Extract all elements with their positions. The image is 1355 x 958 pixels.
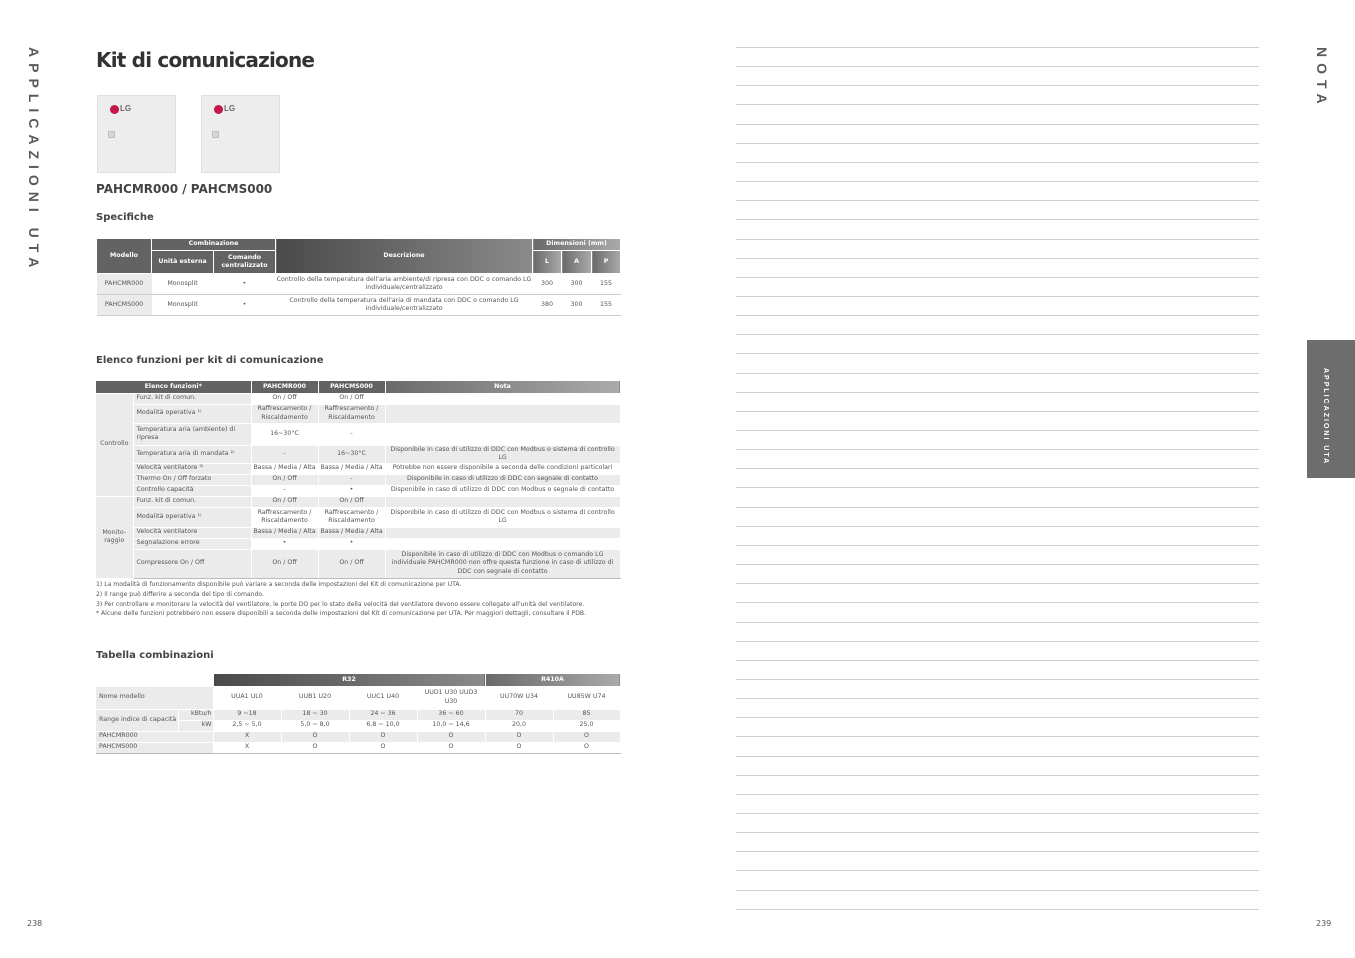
spec-p: 155 xyxy=(592,274,621,295)
func-s: • xyxy=(318,538,385,549)
spec-unit: Monosplit xyxy=(152,295,214,316)
spec-header-desc: Descrizione xyxy=(276,239,533,274)
func-header-s: PAHCMS000 xyxy=(318,381,385,393)
spec-header-dim: Dimensioni (mm) xyxy=(533,239,621,251)
spec-cmd: • xyxy=(214,295,276,316)
note-line xyxy=(736,641,1259,642)
status-led-icon xyxy=(108,131,115,138)
footnotes xyxy=(96,580,636,619)
comb-header-r32: R32 xyxy=(213,674,485,686)
func-nota: Disponibile in caso di utilizzo di DDC con Modbus o sistema di controllo LG xyxy=(385,445,620,463)
note-line xyxy=(736,258,1259,259)
func-nota xyxy=(385,496,620,507)
note-line xyxy=(736,411,1259,412)
comb-header-r410a: R410A xyxy=(485,674,620,686)
func-name: Velocità ventilatore ³⁾ xyxy=(133,463,251,474)
func-group-control: Controllo xyxy=(96,393,133,496)
note-line xyxy=(736,487,1259,488)
func-name: Temperatura aria di mandata ²⁾ xyxy=(133,445,251,463)
func-nota xyxy=(385,423,620,445)
func-s: On / Off xyxy=(318,549,385,578)
lg-logo-icon xyxy=(110,105,119,114)
comb-label-s: PAHCMS000 xyxy=(96,742,213,753)
chapter-tab[interactable] xyxy=(1307,340,1355,478)
comb-btu: 36 ~ 60 xyxy=(417,709,485,720)
comb-s: X xyxy=(213,742,281,753)
page-title: Kit di comunicazione xyxy=(96,48,315,72)
table-row xyxy=(96,527,620,538)
model-title: PAHCMR000 / PAHCMS000 xyxy=(96,182,273,196)
func-nota: Disponibile in caso di utilizzo di DDC con segnale di contatto xyxy=(385,474,620,485)
note-line xyxy=(736,813,1259,814)
spec-l: 380 xyxy=(533,295,562,316)
spec-header-unit: Unità esterna xyxy=(152,251,214,274)
page-number-right: 239 xyxy=(1316,919,1332,928)
func-name: Compressore On / Off xyxy=(133,549,251,578)
func-nota xyxy=(385,393,620,404)
note-line xyxy=(736,353,1259,354)
func-name: Funz. kit di comun. xyxy=(133,393,251,404)
table-row xyxy=(96,686,620,709)
func-name: Modalità operativa ¹⁾ xyxy=(133,404,251,423)
table-row xyxy=(96,423,620,445)
note-lines xyxy=(736,47,1259,917)
note-line xyxy=(736,162,1259,163)
func-r: Bassa / Media / Alta xyxy=(251,527,318,538)
func-s: 16~30°C xyxy=(318,445,385,463)
func-r: Bassa / Media / Alta xyxy=(251,463,318,474)
footnote: 2) Il range può differire a seconda del tipo di comando. xyxy=(96,590,264,598)
note-line xyxy=(736,104,1259,105)
comb-kw: 6,8 ~ 10,0 xyxy=(349,720,417,731)
note-line xyxy=(736,373,1259,374)
note-line xyxy=(736,143,1259,144)
comb-label-r: PAHCMR000 xyxy=(96,731,213,742)
footnote: 1) La modalità di funzionamento disponibile può variare a seconda delle impostazioni del Kit di comunicazione per UTA. xyxy=(96,581,462,588)
comb-model: UU85W U74 xyxy=(553,686,620,709)
func-nota: Disponibile in caso di utilizzo di DDC con Modbus o segnale di contatto xyxy=(385,485,620,496)
table-row xyxy=(96,474,620,485)
func-nota xyxy=(385,538,620,549)
note-line xyxy=(736,315,1259,316)
product-image-pahcmr000 xyxy=(97,95,176,173)
note-line xyxy=(736,832,1259,833)
note-line xyxy=(736,775,1259,776)
note-line xyxy=(736,66,1259,67)
side-section-label: APPLICAZIONI UTA xyxy=(26,47,42,274)
func-header-list: Elenco funzioni* xyxy=(96,381,251,393)
table-row xyxy=(97,274,621,295)
func-r: Raffrescamento / Riscaldamento xyxy=(251,404,318,423)
func-nota xyxy=(385,527,620,538)
comb-kw: 5,0 ~ 8,0 xyxy=(281,720,349,731)
func-r: On / Off xyxy=(251,549,318,578)
func-r: On / Off xyxy=(251,474,318,485)
note-line xyxy=(736,660,1259,661)
table-row xyxy=(96,742,620,753)
note-line xyxy=(736,124,1259,125)
spec-unit: Monosplit xyxy=(152,274,214,295)
comb-btu: 18 ~ 30 xyxy=(281,709,349,720)
note-line xyxy=(736,622,1259,623)
comb-model: UUA1 UL0 xyxy=(213,686,281,709)
func-name: Controllo capacità xyxy=(133,485,251,496)
note-line xyxy=(736,181,1259,182)
note-line xyxy=(736,583,1259,584)
spec-header-cmd: Comando centralizzato xyxy=(214,251,276,274)
note-line xyxy=(736,200,1259,201)
func-header-r: PAHCMR000 xyxy=(251,381,318,393)
spec-model: PAHCMS000 xyxy=(97,295,152,316)
note-line xyxy=(736,602,1259,603)
func-s: Bassa / Media / Alta xyxy=(318,463,385,474)
func-name: Thermo On / Off forzato xyxy=(133,474,251,485)
func-s: • xyxy=(318,485,385,496)
status-led-icon xyxy=(212,131,219,138)
comb-r: O xyxy=(281,731,349,742)
note-line xyxy=(736,717,1259,718)
footnote: * Alcune delle funzioni potrebbero non essere disponibili a seconda delle impostazioni del Kit di comunicazione per UTA. Per maggiori dettagli, consultare il PDB. xyxy=(96,610,587,618)
spec-header-p: P xyxy=(592,251,621,274)
func-name: Temperatura aria (ambiente) di ripresa xyxy=(133,423,251,445)
comb-model: UUC1 U40 xyxy=(349,686,417,709)
note-line xyxy=(736,239,1259,240)
table-row xyxy=(96,709,620,720)
spec-heading: Specifiche xyxy=(96,212,154,223)
comb-btu: 24 ~ 36 xyxy=(349,709,417,720)
comb-label-model: Nome modello xyxy=(96,686,213,709)
note-line xyxy=(736,85,1259,86)
func-group-monitor: Monito-raggio xyxy=(96,496,133,578)
comb-model: UUD1 U30 UUD3 U30 xyxy=(417,686,485,709)
func-r: On / Off xyxy=(251,393,318,404)
func-nota xyxy=(385,404,620,423)
note-line xyxy=(736,545,1259,546)
comb-r: O xyxy=(485,731,553,742)
comb-s: O xyxy=(417,742,485,753)
note-line xyxy=(736,392,1259,393)
table-row xyxy=(96,507,620,527)
note-line xyxy=(736,430,1259,431)
note-line xyxy=(736,909,1259,910)
comb-s: O xyxy=(553,742,620,753)
note-line xyxy=(736,468,1259,469)
note-line xyxy=(736,794,1259,795)
note-line xyxy=(736,756,1259,757)
func-r: Raffrescamento / Riscaldamento xyxy=(251,507,318,527)
lg-logo-text: LG xyxy=(120,104,132,113)
note-line xyxy=(736,736,1259,737)
func-s: On / Off xyxy=(318,496,385,507)
func-nota: Disponibile in caso di utilizzo di DDC con Modbus o comando LG individuale PAHCMR000 non offre questa funzione in caso di utilizzo di DDC con segnale di contatto xyxy=(385,549,620,578)
table-row xyxy=(96,393,620,404)
func-s: - xyxy=(318,423,385,445)
spec-desc: Controllo della temperatura dell'aria ambiente/di ripresa con DDC o comando LG individuale/centralizzato xyxy=(276,274,533,295)
note-line xyxy=(736,564,1259,565)
side-note-label: NOTA xyxy=(1314,47,1330,110)
page-number-left: 238 xyxy=(27,919,43,928)
comb-kw: 2,5 ~ 5,0 xyxy=(213,720,281,731)
note-line xyxy=(736,851,1259,852)
comb-s: O xyxy=(485,742,553,753)
func-nota: Potrebbe non essere disponibile a seconda delle condizioni particolari xyxy=(385,463,620,474)
table-row xyxy=(96,496,620,507)
func-s: On / Off xyxy=(318,393,385,404)
func-header-nota: Nota xyxy=(385,381,620,393)
comb-heading: Tabella combinazioni xyxy=(96,650,214,661)
spec-l: 300 xyxy=(533,274,562,295)
func-heading: Elenco funzioni per kit di comunicazione xyxy=(96,355,324,366)
note-line xyxy=(736,507,1259,508)
comb-kw: 25,0 xyxy=(553,720,620,731)
spec-header-l: L xyxy=(533,251,562,274)
note-line xyxy=(736,334,1259,335)
func-name: Modalità operativa ¹⁾ xyxy=(133,507,251,527)
comb-r: O xyxy=(553,731,620,742)
footnote: 3) Per controllare e monitorare la velocità del ventilatore, le porte DO per lo stato della velocità del ventilatore devono essere collegate all'unità del ventilatore. xyxy=(96,600,585,608)
comb-s: O xyxy=(281,742,349,753)
table-row xyxy=(96,731,620,742)
comb-header-blank xyxy=(96,674,213,686)
comb-label-range: Range indice di capacità xyxy=(96,709,178,731)
spec-desc: Controllo della temperatura dell'aria di mandata con DDC o comando LG individuale/centralizzato xyxy=(276,295,533,316)
table-row xyxy=(96,463,620,474)
func-r: On / Off xyxy=(251,496,318,507)
note-line xyxy=(736,219,1259,220)
spec-a: 300 xyxy=(562,274,592,295)
product-image-pahcms000 xyxy=(201,95,280,173)
comb-r: O xyxy=(349,731,417,742)
comb-model: UU70W U34 xyxy=(485,686,553,709)
note-line xyxy=(736,277,1259,278)
comb-btu: 85 xyxy=(553,709,620,720)
note-line xyxy=(736,47,1259,48)
table-row xyxy=(96,445,620,463)
func-name: Segnalazione errore xyxy=(133,538,251,549)
spec-header-comb: Combinazione xyxy=(152,239,276,251)
spec-model: PAHCMR000 xyxy=(97,274,152,295)
comb-model: UUB1 U20 xyxy=(281,686,349,709)
func-s: - xyxy=(318,474,385,485)
func-table xyxy=(96,381,621,579)
comb-r: O xyxy=(417,731,485,742)
comb-s: O xyxy=(349,742,417,753)
comb-table xyxy=(96,674,621,754)
note-line xyxy=(736,449,1259,450)
note-line xyxy=(736,698,1259,699)
spec-header-a: A xyxy=(562,251,592,274)
lg-logo-text: LG xyxy=(224,104,236,113)
comb-btu: 70 xyxy=(485,709,553,720)
func-s: Raffrescamento / Riscaldamento xyxy=(318,507,385,527)
comb-kw: 20,0 xyxy=(485,720,553,731)
comb-r: X xyxy=(213,731,281,742)
table-row xyxy=(96,538,620,549)
note-line xyxy=(736,890,1259,891)
func-name: Velocità ventilatore xyxy=(133,527,251,538)
table-row xyxy=(96,485,620,496)
comb-unit-btu: kBtu/h xyxy=(178,709,213,720)
spec-a: 300 xyxy=(562,295,592,316)
spec-header-model: Modello xyxy=(97,239,152,274)
spec-p: 155 xyxy=(592,295,621,316)
func-s: Raffrescamento / Riscaldamento xyxy=(318,404,385,423)
chapter-tab-label: APPLICAZIONI UTA xyxy=(1322,368,1329,466)
func-name: Funz. kit di comun. xyxy=(133,496,251,507)
table-row xyxy=(96,404,620,423)
table-row xyxy=(96,549,620,578)
func-r: - xyxy=(251,485,318,496)
table-row xyxy=(97,295,621,316)
spec-cmd: • xyxy=(214,274,276,295)
func-r: - xyxy=(251,445,318,463)
note-line xyxy=(736,870,1259,871)
func-r: 16~30°C xyxy=(251,423,318,445)
note-line xyxy=(736,679,1259,680)
note-line xyxy=(736,296,1259,297)
comb-unit-kw: kW xyxy=(178,720,213,731)
func-r: • xyxy=(251,538,318,549)
func-s: Bassa / Media / Alta xyxy=(318,527,385,538)
comb-kw: 10,0 ~ 14,6 xyxy=(417,720,485,731)
comb-btu: 9 ~18 xyxy=(213,709,281,720)
note-line xyxy=(736,526,1259,527)
spec-table xyxy=(96,238,621,316)
func-nota: Disponibile in caso di utilizzo di DDC con Modbus o sistema di controllo LG xyxy=(385,507,620,527)
lg-logo-icon xyxy=(214,105,223,114)
